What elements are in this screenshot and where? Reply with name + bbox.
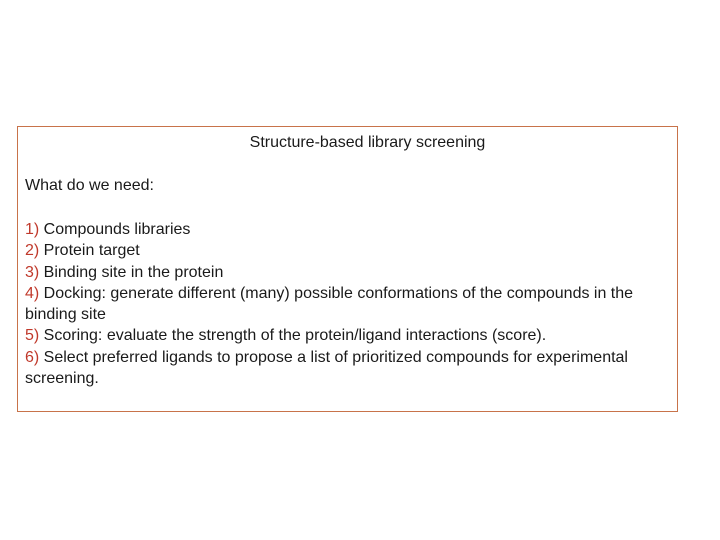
steps-list — [25, 219, 673, 389]
list-item — [25, 325, 673, 346]
list-item — [25, 283, 673, 326]
content-box — [17, 126, 678, 412]
step-text: Select preferred ligands to propose a list of prioritized compounds for experimental screening. — [25, 348, 628, 388]
step-text: Compounds libraries — [39, 221, 191, 238]
intro-text: What do we need: — [25, 177, 154, 194]
step-number: 3) — [25, 263, 40, 281]
step-text: Docking: generate different (many) possible conformations of the compounds in the binding site — [25, 284, 634, 324]
step-text: Scoring: evaluate the strength of the protein/ligand interactions (score). — [39, 327, 547, 345]
list-item — [25, 219, 673, 240]
step-number: 5) — [25, 327, 40, 345]
list-item — [25, 347, 673, 390]
step-text: Protein target — [39, 242, 140, 260]
list-item — [25, 262, 673, 283]
step-text: Binding site in the protein — [39, 263, 224, 281]
step-number: 6) — [25, 348, 40, 366]
list-item — [25, 240, 673, 261]
step-number: 2) — [25, 242, 40, 260]
slide-title: Structure-based library screening — [249, 134, 486, 151]
step-number: 4) — [25, 284, 40, 302]
step-number: 1) — [25, 221, 40, 238]
